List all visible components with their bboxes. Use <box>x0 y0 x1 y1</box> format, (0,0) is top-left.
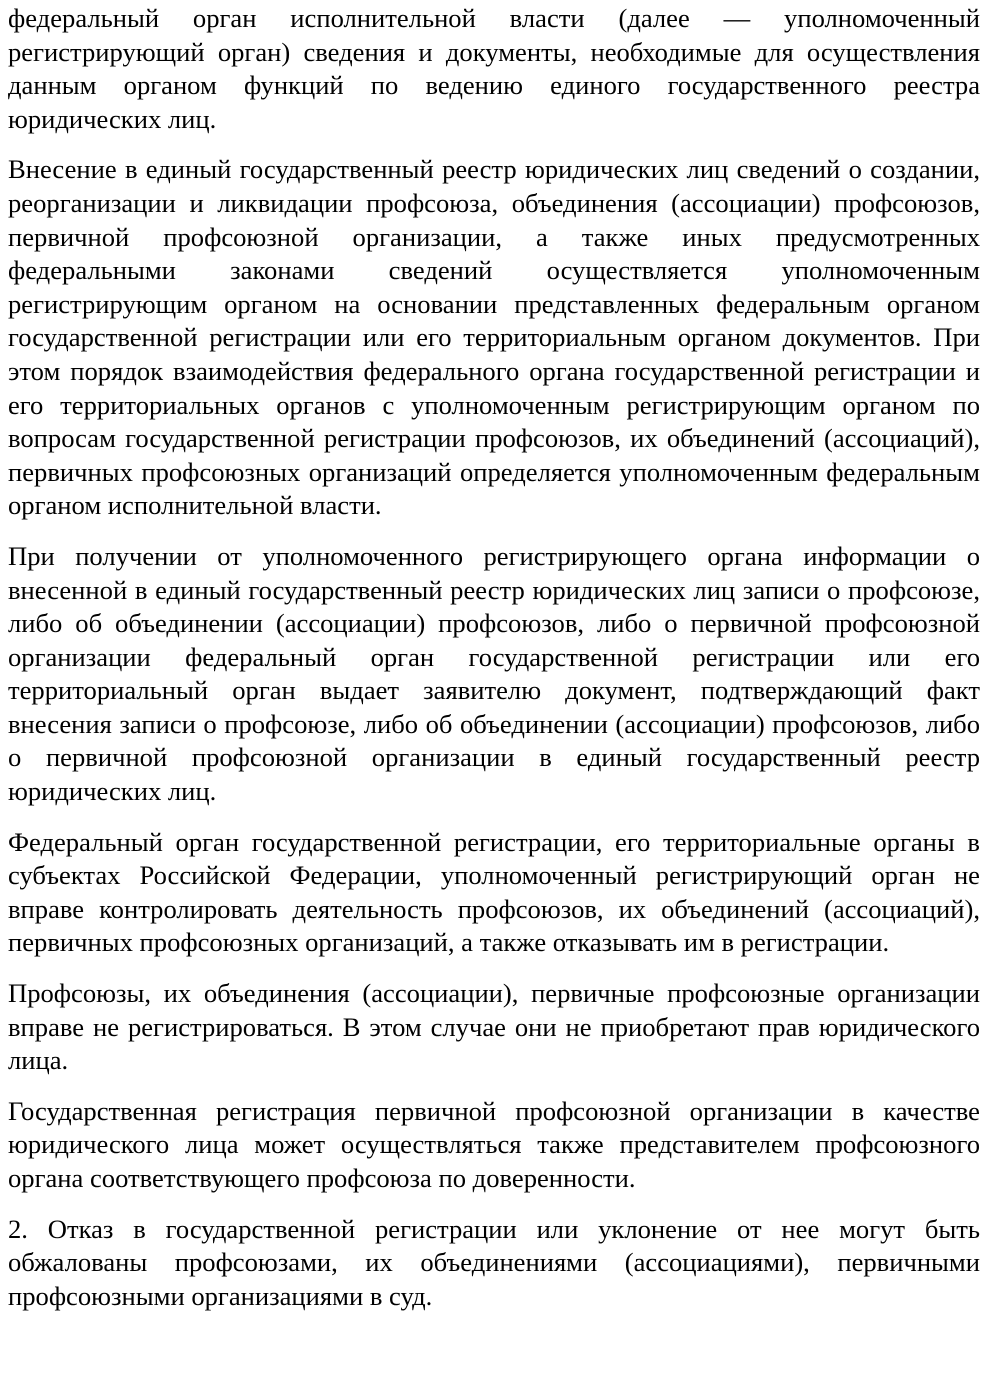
paragraph-6: Государственная регистрация первичной профсоюзной организации в качестве юридического лица может осуществляться также представителем профсоюзного органа соответствующего профсоюза по доверенности. <box>8 1095 980 1193</box>
paragraph-2: Внесение в единый государственный реестр юридических лиц сведений о создании, реорганизации и ликвидации профсоюза, объединения (ассоциации) профсоюзов, первичной профсоюзной организации, а также иных предусмотренных федеральными законами сведений осуществляется уполномоченным регистрирующим органом на основании представленных федеральным органом государственной регистрации или его территориальным органом документов. При этом порядок взаимодействия федерального органа государственной регистрации и его территориальных органов с уполномоченным регистрирующим органом по вопросам государственной регистрации профсоюзов, их объединений (ассоциаций), первичных профсоюзных организаций определяется уполномоченным федеральным органом исполнительной власти. <box>8 154 980 521</box>
paragraph-7: 2. Отказ в государственной регистрации или уклонение от нее могут быть обжалованы профсоюзами, их объединениями (ассоциациями), первичными профсоюзными организациями в суд. <box>8 1213 980 1311</box>
paragraph-3: При получении от уполномоченного регистрирующего органа информации о внесенной в единый государственный реестр юридических лиц записи о профсоюзе, либо об объединении (ассоциации) профсоюзов, либо о первичной профсоюзной организации федеральный орган государственной регистрации или его территориальный орган выдает заявителю документ, подтверждающий факт внесения записи о профсоюзе, либо об объединении (ассоциации) профсоюзов, либо о первичной профсоюзной организации в единый государственный реестр юридических лиц. <box>8 540 980 807</box>
paragraph-4: Федеральный орган государственной регистрации, его территориальные органы в субъектах Российской Федерации, уполномоченный регистрирующий орган не вправе контролировать деятельность профсоюзов, их объединений (ассоциаций), первичных профсоюзных организаций, а также отказывать им в регистрации. <box>8 826 980 958</box>
paragraph-5: Профсоюзы, их объединения (ассоциации), первичные профсоюзные организации вправе не регистрироваться. В этом случае они не приобретают прав юридического лица. <box>8 978 980 1076</box>
document-page <box>8 0 980 1330</box>
paragraph-1: федеральный орган исполнительной власти (далее — уполномоченный регистрирующий орган) сведения и документы, необходимые для осуществления данным органом функций по ведению единого государственного реестра юридических лиц. <box>8 3 980 134</box>
